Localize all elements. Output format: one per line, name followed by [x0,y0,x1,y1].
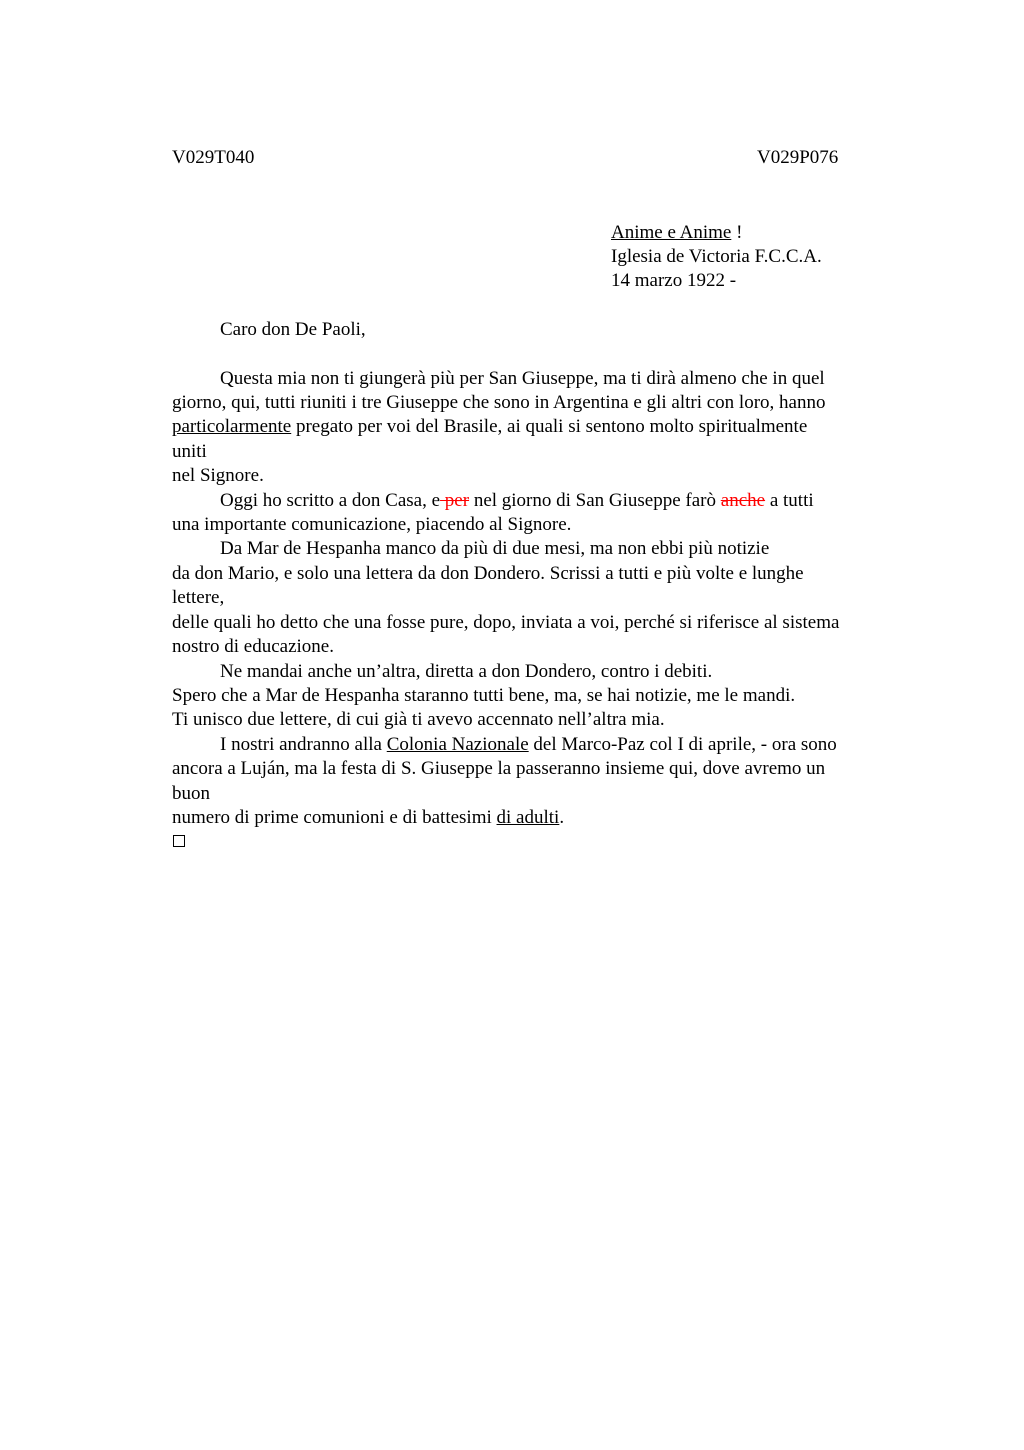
body-line: Spero che a Mar de Hespanha staranno tutti bene, ma, se hai notizie, me le mandi. [172,685,796,706]
body-line: uniti [172,441,207,462]
document-code-right: V029P076 [757,147,839,168]
body-text: del Marco-Paz col I di aprile, - ora sono [528,734,837,755]
body-line: da don Mario, e solo una lettera da don Dondero. Scrissi a tutti e più volte e lunghe [172,563,804,584]
body-line: buon [172,783,210,804]
underlined-phrase: di adulti [496,807,560,828]
body-line: delle quali ho detto che una fosse pure, dopo, inviata a voi, perché si riferisce al sistema [172,612,840,633]
motto-underlined: Anime e Anime [611,222,732,243]
body-line: lettere, [172,587,225,608]
body-line: Ne mandai anche un’altra, diretta a don Dondero, contro i debiti. [220,661,713,682]
motto-suffix: ! [731,222,743,243]
body-line: ancora a Luján, ma la festa di S. Giuseppe la passeranno insieme qui, dove avremo un [172,758,826,779]
deleted-word: anche [720,490,766,511]
body-text: a tutti [765,490,814,511]
heading-place: Iglesia de Victoria F.C.C.A. [611,246,822,267]
heading-motto [611,221,742,245]
body-text: numero di prime comunioni e di battesimi [172,807,497,828]
body-line: nostro di educazione. [172,636,334,657]
salutation: Caro don De Paoli, [220,319,366,340]
underlined-word: particolarmente [172,416,292,437]
body-text: I nostri andranno alla [220,734,387,755]
body-text: nel giorno di San Giuseppe farò [469,490,721,511]
document-code-left: V029T040 [172,147,255,168]
body-line: Ti unisco due lettere, di cui già ti avevo accennato nell’altra mia. [172,709,665,730]
underlined-phrase: Colonia Nazionale [386,734,529,755]
body-line: giorno, qui, tutti riuniti i tre Giuseppe che sono in Argentina e gli altri con loro, hanno [172,392,826,413]
body-line [220,733,837,757]
body-text: . [559,807,565,828]
body-text: Oggi ho scritto a don Casa, e [220,490,441,511]
body-line [172,415,807,439]
body-line [172,806,564,830]
deleted-word: per [440,490,470,511]
end-box-icon [173,835,185,847]
body-text: pregato per voi del Brasile, ai quali si sentono molto spiritualmente [291,416,808,437]
body-line: Questa mia non ti giungerà più per San Giuseppe, ma ti dirà almeno che in quel [220,368,825,389]
body-line [220,489,814,513]
body-line: Da Mar de Hespanha manco da più di due mesi, ma non ebbi più notizie [220,538,770,559]
heading-date: 14 marzo 1922 - [611,270,737,291]
body-line: una importante comunicazione, piacendo al Signore. [172,514,572,535]
body-line: nel Signore. [172,465,264,486]
